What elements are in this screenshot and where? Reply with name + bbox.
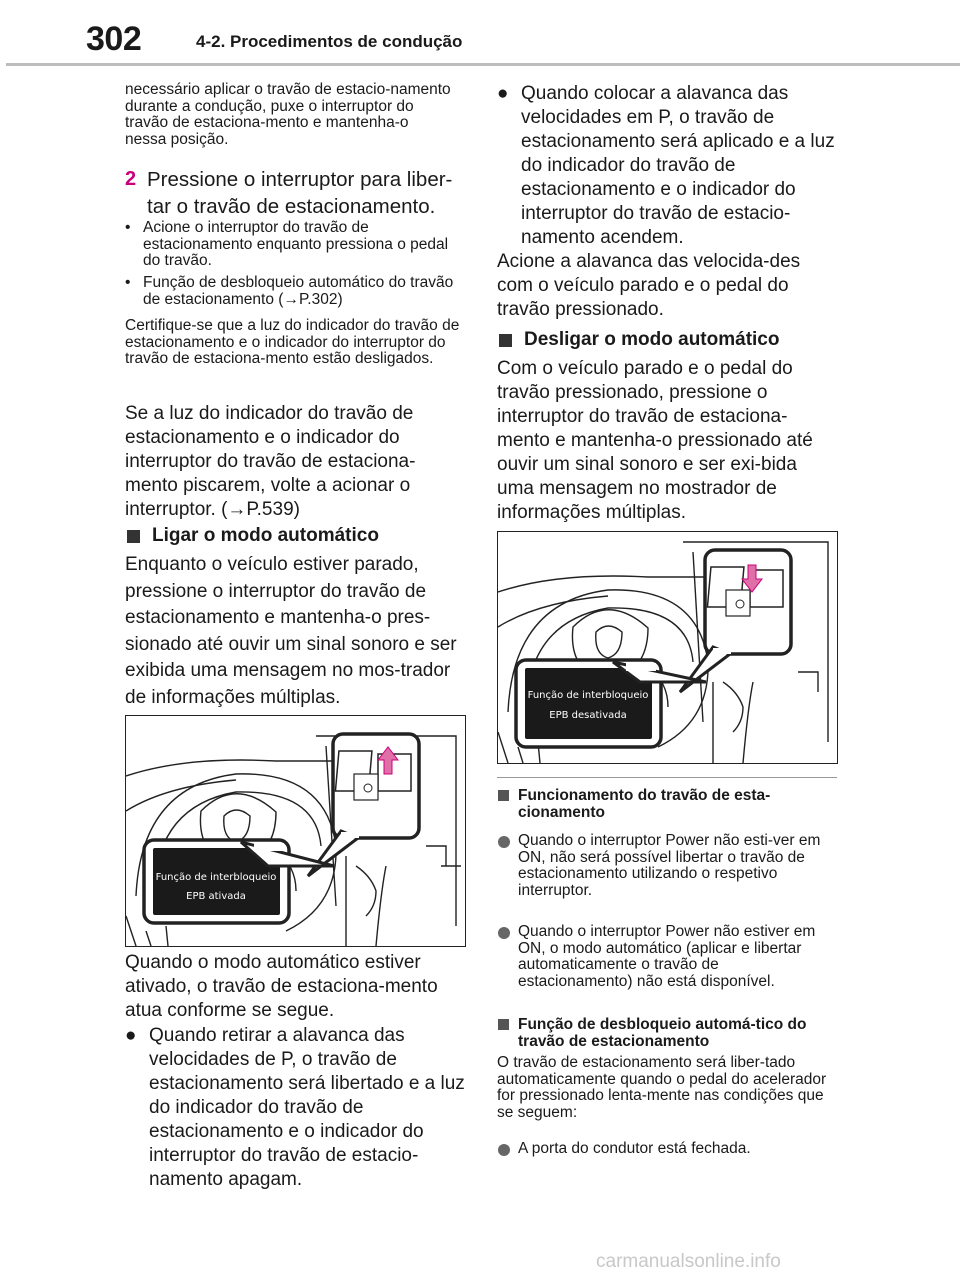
- bullet-item: [125, 275, 460, 308]
- bullet-mark: •: [125, 219, 131, 236]
- bullet-dot-icon: [498, 836, 510, 848]
- note-paragraph: Certifique-se que a luz do indicador do travão de estacionamento e o indicador do interruptor do travão de estaciona-mento estão desligados.: [125, 317, 460, 367]
- unlock-paragraph: O travão de estacionamento será liber-tado automaticamente quando o pedal do acelerador for pressionado lenta-mente nas condições que se seguem:: [497, 1054, 827, 1121]
- dashboard-illustration: [498, 532, 837, 763]
- square-bullet-icon: [499, 334, 512, 347]
- bullet-release: ● Quando retirar a alavanca das velocidades de P, o travão de estacionamento será libertado e a luz do indicador do travão de estacionamento e o indicador do interruptor do travão de estacio-namento apagam.: [125, 1025, 465, 1190]
- heading-functioning: Funcionamento do travão de esta-cionamento: [497, 787, 832, 821]
- bullet-dot-icon: ●: [497, 83, 509, 104]
- section-title: 4-2. Procedimentos de condução: [196, 32, 463, 51]
- bullet-text: Acione o interruptor do travão de estacionamento enquanto pressiona o pedal do travão.: [143, 219, 449, 269]
- heading-auto-off: Desligar o modo automático: [497, 329, 779, 351]
- warning-paragraph: Se a luz do indicador do travão de estacionamento e o indicador do interruptor do travão de estaciona-mento piscarem, volte a acionar o interruptor. (→P.539): [125, 403, 416, 520]
- operate-paragraph: Acione a alavanca das velocida-des com o veículo parado e o pedal do travão pressionado.: [497, 251, 801, 320]
- watermark: carmanualsonline.info: [596, 1251, 781, 1272]
- page-header: [0, 0, 960, 68]
- display-line-1: Função de interbloqueio: [527, 690, 649, 701]
- display-line-1: Função de interbloqueio: [155, 872, 277, 883]
- functioning-bullet: Quando o interruptor Power não estiver em ON, o modo automático (aplicar e libertar automaticamente o travão de estacionamento) não está disponível.: [497, 924, 837, 990]
- display-line-2: EPB desativada: [549, 710, 627, 721]
- after-figure-paragraph: Quando o modo automático estiver ativado, o travão de estaciona-mento atua conforme se segue.: [125, 952, 438, 1021]
- square-bullet-icon: [498, 790, 509, 801]
- header-rule: [6, 63, 960, 66]
- bullet-item: [125, 220, 460, 270]
- unlock-bullet: A porta do condutor está fechada.: [497, 1141, 837, 1158]
- display-line-2: EPB ativada: [186, 891, 246, 902]
- bullet-dot-icon: [498, 927, 510, 939]
- auto-on-paragraph: Enquanto o veículo estiver parado, pressione o interruptor do travão de estacionamento e mantenha-o pres-sionado até ouvir um sinal sonoro e ser exibida uma mensagem no mos-trador de informações múltiplas.: [125, 554, 457, 708]
- heading-auto-on: Ligar o modo automático: [125, 525, 379, 547]
- heading-auto-unlock: Função de desbloqueio automá-tico do travão de estacionamento: [497, 1016, 832, 1050]
- square-bullet-icon: [127, 530, 140, 543]
- functioning-bullet: Quando o interruptor Power não esti-ver em ON, não será possível libertar o travão de estacionamento utilizando o respetivo interruptor.: [497, 833, 837, 899]
- dashboard-illustration: [126, 716, 465, 946]
- square-bullet-icon: [498, 1019, 509, 1030]
- bullet-dot-icon: [498, 1144, 510, 1156]
- section-divider: [497, 777, 837, 778]
- bullet-mark: •: [125, 274, 131, 291]
- bullet-text[interactable]: Função de desbloqueio automático do travão de estacionamento (→P.302): [143, 274, 454, 308]
- bullet-apply: ● Quando colocar a alavanca das velocidades em P, o travão de estacionamento será aplicado e a luz do indicador do travão de estacionamento e o indicador do interruptor do travão de estacio-namento acendem.: [497, 83, 835, 248]
- auto-off-paragraph: Com o veículo parado e o pedal do travão pressionado, pressione o interruptor do travão de estaciona-mento e mantenha-o pressionado até ouvir um sinal sonoro e ser exi-bida uma mensagem no mostrador de informações múltiplas.: [497, 358, 813, 523]
- figure-epb-off: [497, 531, 838, 764]
- intro-paragraph: necessário aplicar o travão de estacio-namento durante a condução, puxe o interruptor do travão de estaciona-mento e mantenha-o nessa posição.: [125, 81, 451, 148]
- step-number: 2: [125, 168, 137, 190]
- bullet-dot-icon: ●: [125, 1025, 137, 1046]
- step-2: [125, 166, 465, 220]
- step-text: Pressione o interruptor para liber-tar o travão de estacionamento.: [147, 168, 453, 218]
- page-number: 302: [86, 20, 142, 58]
- figure-epb-on: [125, 715, 466, 947]
